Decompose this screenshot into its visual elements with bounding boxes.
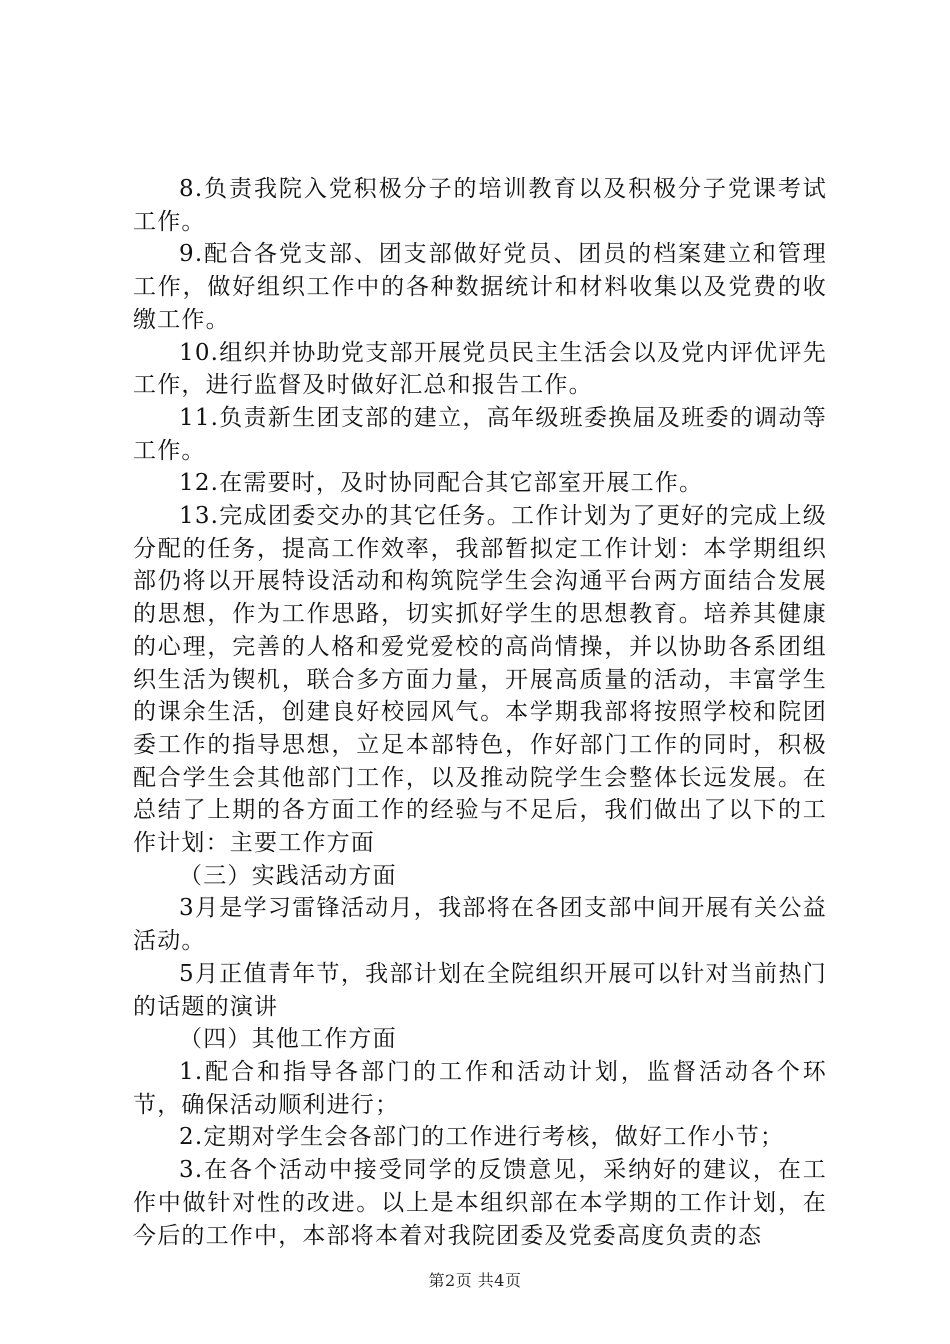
paragraph-item-11: 11.负责新生团支部的建立，高年级班委换届及班委的调动等工作。 — [133, 404, 827, 464]
paragraph-item-9: 9.配合各党支部、团支部做好党员、团员的档案建立和管理工作，做好组织工作中的各种数据统计和材料收集以及党费的收缴工作。 — [133, 241, 827, 333]
paragraph-march: 3月是学习雷锋活动月，我部将在各团支部中间开展有关公益活动。 — [133, 895, 827, 955]
paragraph-may: 5月正值青年节，我部计划在全院组织开展可以针对当前热门的话题的演讲 — [133, 960, 827, 1020]
paragraph-item-12: 12.在需要时，及时协同配合其它部室开展工作。 — [179, 470, 704, 497]
paragraph-item-13: 13.完成团委交办的其它任务。工作计划为了更好的完成上级分配的任务，提高工作效率，我部暂拟定工作计划：本学期组织部仍将以开展特设活动和构筑院学生会沟通平台两方面结合发展的思想，作为工作思路，切实抓好学生的思想教育。培养其健康的心理，完善的人格和爱党爱校的高尚情操，并以协助各系团组织生活为锲机，联合多方面力量，开展高质量的活动，丰富学生的课余生活，创建良好校园风气。本学期我部将按照学校和院团委工作的指导思想，立足本部特色，作好部门工作的同时，积极配合学生会其他部门工作，以及推动院学生会整体长远发展。在总结了上期的各方面工作的经验与不足后，我们做出了以下的工作计划：主要工作方面 — [133, 503, 827, 857]
page-footer: 第2页 共4页 — [428, 1271, 522, 1290]
paragraph-other-2: 2.定期对学生会各部门的工作进行考核，做好工作小节； — [179, 1124, 785, 1151]
section-heading-other: （四）其他工作方面 — [179, 1026, 397, 1053]
paragraph-other-3: 3.在各个活动中接受同学的反馈意见，采纳好的建议，在工作中做针对性的改进。以上是本组织部在本学期的工作计划，在今后的工作中，本部将本着对我院团委及党委高度负责的态 — [133, 1157, 827, 1249]
section-heading-practice: （三）实践活动方面 — [179, 862, 397, 889]
paragraph-item-8: 8.负责我院入党积极分子的培训教育以及积极分子党课考试工作。 — [133, 176, 827, 235]
paragraph-other-1: 1.配合和指导各部门的工作和活动计划，监督活动各个环节，确保活动顺利进行； — [133, 1058, 827, 1118]
paragraph-item-10: 10.组织并协助党支部开展党员民主生活会以及党内评优评先工作，进行监督及时做好汇总和报告工作。 — [133, 339, 827, 399]
document-body — [133, 173, 827, 1252]
